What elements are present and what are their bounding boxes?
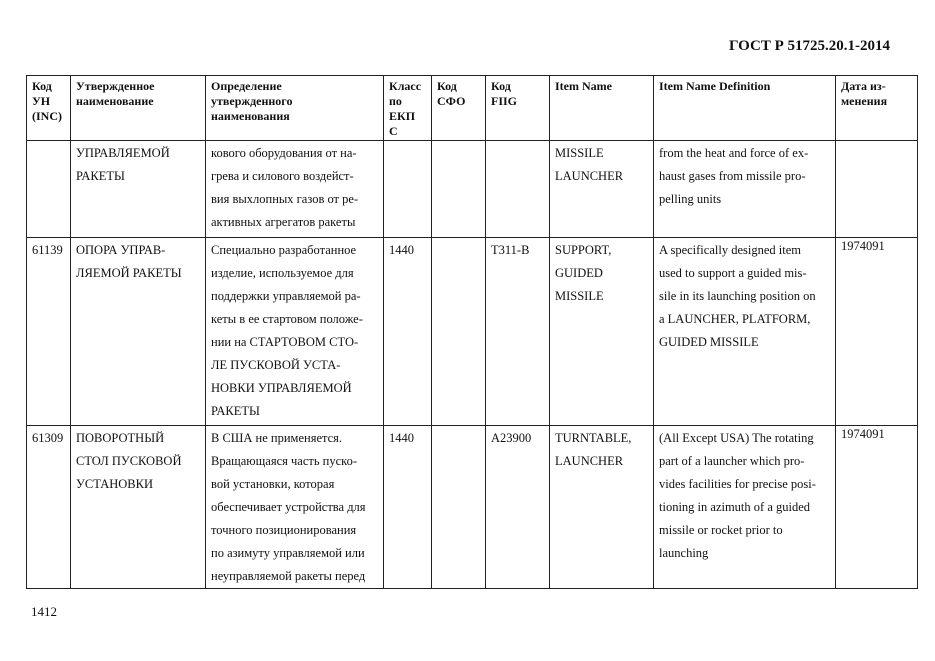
cell-line: MISSILE <box>555 146 604 160</box>
cell-item-def <box>654 141 836 238</box>
cell-fiig <box>486 141 550 238</box>
column-header-definition <box>206 76 384 141</box>
cell-line: РАКЕТЫ <box>211 404 260 418</box>
cell-line: ПОВОРОТНЫЙ <box>76 431 165 445</box>
cell-line: УСТАНОВКИ <box>76 477 153 491</box>
cell-line: грева и силового воздейст- <box>211 169 354 183</box>
header-line: ЕКП <box>389 109 416 123</box>
cell-inc <box>27 238 71 426</box>
column-header-item-name <box>550 76 654 141</box>
column-header-inc <box>27 76 71 141</box>
cell-line: УПРАВЛЯЕМОЙ <box>76 146 170 160</box>
cell-line: точного позиционирования <box>211 523 357 537</box>
column-header-item-def <box>654 76 836 141</box>
cell-inc <box>27 426 71 589</box>
cell-line: GUIDED <box>555 266 603 280</box>
header-line: Item Name <box>555 79 612 93</box>
cell-line: обеспечивает устройства для <box>211 500 366 514</box>
cell-line: part of a launcher which pro- <box>659 454 805 468</box>
cell-date <box>836 141 918 238</box>
cell-line: launching <box>659 546 709 560</box>
cell-line: 61309 <box>32 431 64 445</box>
cell-line: T311-B <box>491 243 530 257</box>
cell-name <box>71 426 206 589</box>
cell-line: активных агрегатов ракеты <box>211 215 356 229</box>
cell-line: LAUNCHER <box>555 169 624 183</box>
cell-line: tioning in azimuth of a guided <box>659 500 811 514</box>
cell-line: ЛЕ ПУСКОВОЙ УСТА- <box>211 358 341 372</box>
table-row <box>27 426 918 589</box>
header-line: Утвержденное <box>76 79 155 93</box>
header-line: Дата из- <box>841 79 886 93</box>
header-line: Класс <box>389 79 422 93</box>
column-header-date <box>836 76 918 141</box>
cell-sfo <box>432 141 486 238</box>
cell-line: ОПОРА УПРАВ- <box>76 243 166 257</box>
cell-class <box>384 426 432 589</box>
cell-line: РАКЕТЫ <box>76 169 125 183</box>
cell-item-def <box>654 238 836 426</box>
cell-line: 61139 <box>32 243 63 257</box>
cell-date <box>836 238 918 426</box>
cell-line: TURNTABLE, <box>555 431 632 445</box>
page-number: 1412 <box>31 604 57 619</box>
cell-line: LAUNCHER <box>555 454 624 468</box>
cell-line: GUIDED MISSILE <box>659 335 759 349</box>
cell-line: кеты в ее стартовом положе- <box>211 312 363 326</box>
cell-name <box>71 238 206 426</box>
column-header-sfo <box>432 76 486 141</box>
header-line: Определение <box>211 79 282 93</box>
table-row <box>27 141 918 238</box>
cell-line: pelling units <box>659 192 722 206</box>
cell-line: 1440 <box>389 243 414 257</box>
cell-line: A23900 <box>491 431 532 445</box>
cell-line: нии на СТАРТОВОМ СТО- <box>211 335 359 349</box>
cell-line: поддержки управляемой ра- <box>211 289 361 303</box>
cell-line: вия выхлопных газов от ре- <box>211 192 359 206</box>
header-line: СФО <box>437 94 466 108</box>
column-header-class <box>384 76 432 141</box>
cell-line: Специально разработанное <box>211 243 357 257</box>
cell-sfo <box>432 426 486 589</box>
header-line: Код <box>32 79 52 93</box>
cell-line: from the heat and force of ex- <box>659 146 809 160</box>
cell-line: изделие, используемое для <box>211 266 354 280</box>
header-line: наименования <box>211 109 290 123</box>
header-line: менения <box>841 94 888 108</box>
nomenclature-table <box>26 75 918 589</box>
cell-line: СТОЛ ПУСКОВОЙ <box>76 454 182 468</box>
cell-definition <box>206 238 384 426</box>
cell-line: 1974091 <box>841 239 885 253</box>
document-code: ГОСТ Р 51725.20.1-2014 <box>728 38 890 54</box>
table-row <box>27 238 918 426</box>
cell-inc <box>27 141 71 238</box>
cell-line: по азимуту управляемой или <box>211 546 365 560</box>
cell-line: В США не применяется. <box>211 431 343 445</box>
cell-item-name <box>550 238 654 426</box>
cell-definition <box>206 141 384 238</box>
cell-class <box>384 238 432 426</box>
cell-line: НОВКИ УПРАВЛЯЕМОЙ <box>211 381 352 395</box>
cell-fiig <box>486 426 550 589</box>
cell-line: вой установки, которая <box>211 477 335 491</box>
cell-item-name <box>550 141 654 238</box>
column-header-fiig <box>486 76 550 141</box>
cell-sfo <box>432 238 486 426</box>
cell-line: Вращающаяся часть пуско- <box>211 454 358 468</box>
header-line: (INC) <box>32 109 62 123</box>
cell-line: неуправляемой ракеты перед <box>211 569 366 583</box>
header-line: Код <box>437 79 457 93</box>
cell-date <box>836 426 918 589</box>
header-line: Item Name Definition <box>659 79 771 93</box>
cell-line: (All Except USA) The rotating <box>659 431 814 445</box>
cell-line: MISSILE <box>555 289 604 303</box>
header-line: Код <box>491 79 511 93</box>
cell-line: 1974091 <box>841 427 885 441</box>
header-line: наименование <box>76 94 154 108</box>
column-header-name <box>71 76 206 141</box>
cell-line: vides facilities for precise posi- <box>659 477 816 491</box>
cell-line: missile or rocket prior to <box>659 523 783 537</box>
cell-line: a LAUNCHER, PLATFORM, <box>659 312 811 326</box>
cell-class <box>384 141 432 238</box>
header-line: УН <box>32 94 51 108</box>
cell-line: haust gases from missile pro- <box>659 169 806 183</box>
cell-fiig <box>486 238 550 426</box>
cell-definition <box>206 426 384 589</box>
cell-name <box>71 141 206 238</box>
header-line: FIIG <box>491 94 518 108</box>
table-header-row <box>27 76 918 141</box>
cell-line: A specifically designed item <box>659 243 801 257</box>
cell-line: 1440 <box>389 431 414 445</box>
header-line: С <box>389 124 398 138</box>
cell-line: SUPPORT, <box>555 243 612 257</box>
cell-item-def <box>654 426 836 589</box>
header-line: утвержденного <box>211 94 293 108</box>
header-line: по <box>389 94 402 108</box>
cell-line: кового оборудования от на- <box>211 146 357 160</box>
cell-line: sile in its launching position on <box>659 289 816 303</box>
cell-line: ЛЯЕМОЙ РАКЕТЫ <box>76 266 182 280</box>
cell-line: used to support a guided mis- <box>659 266 807 280</box>
cell-item-name <box>550 426 654 589</box>
